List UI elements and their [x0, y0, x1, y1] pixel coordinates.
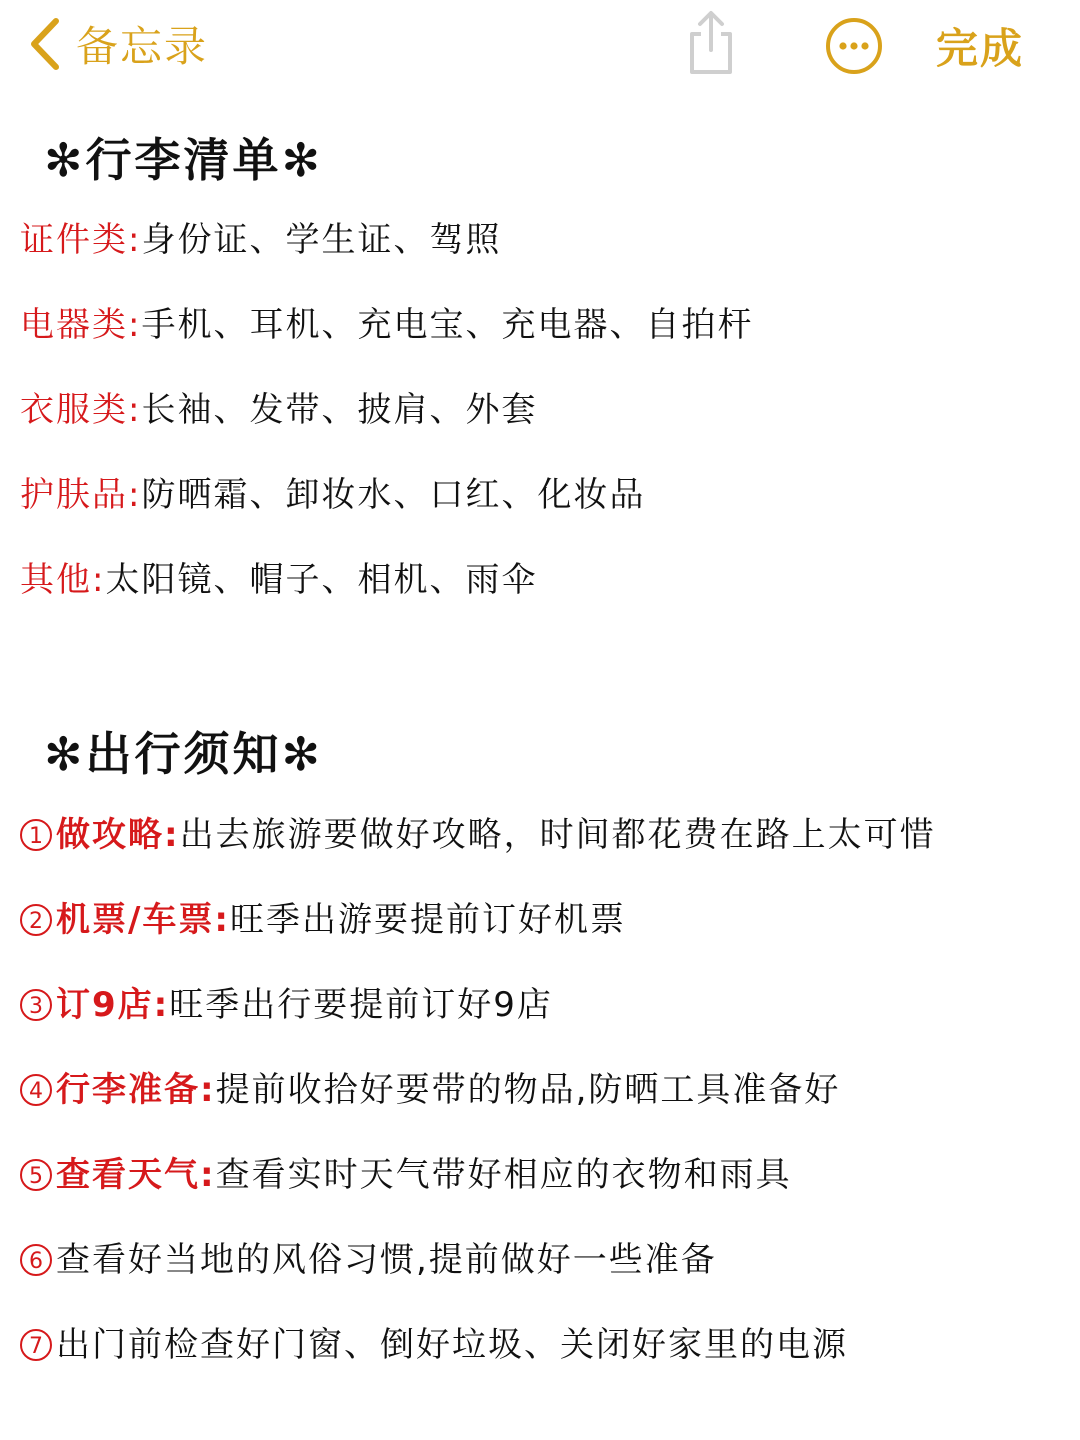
- packing-category: 护肤品:: [20, 475, 142, 515]
- packing-row: [20, 303, 753, 347]
- tip-key: 行李准备:: [56, 1070, 216, 1110]
- tip-row: [20, 813, 936, 857]
- tip-text: 出去旅游要做好攻略，时间都花费在路上太可惜: [179, 815, 936, 855]
- tip-number: 6: [20, 1244, 52, 1276]
- more-icon[interactable]: [824, 16, 884, 80]
- packing-items: 长袖、发带、披肩、外套: [141, 390, 538, 430]
- packing-items: 手机、耳机、充电宝、充电器、自拍杆: [141, 305, 754, 345]
- tip-key: 订9店:: [56, 985, 170, 1025]
- tip-key: 机票/车票:: [56, 900, 231, 940]
- back-button[interactable]: [28, 12, 208, 76]
- packing-items: 身份证、学生证、驾照: [141, 220, 502, 260]
- tip-number: 2: [20, 904, 52, 936]
- back-label: 备忘录: [76, 22, 209, 71]
- packing-list-title: ✻行李清单✻: [44, 133, 324, 187]
- tip-text: 旺季出行要提前订好9店: [169, 985, 553, 1025]
- tip-row: [20, 898, 626, 942]
- packing-items: 太阳镜、帽子、相机、雨伞: [105, 560, 538, 600]
- packing-category: 证件类:: [20, 220, 142, 260]
- tip-row: [20, 1238, 717, 1282]
- packing-row: [20, 218, 501, 262]
- tip-text: 查看好当地的风俗习惯,提前做好一些准备: [56, 1240, 717, 1280]
- packing-category: 电器类:: [20, 305, 142, 345]
- packing-row: [20, 558, 537, 602]
- tip-number: 3: [20, 989, 52, 1021]
- chevron-left-icon: [28, 17, 62, 71]
- travel-tips-title: ✻出行须知✻: [44, 727, 324, 781]
- navigation-bar: [0, 0, 1080, 92]
- tip-row: [20, 1068, 840, 1112]
- share-icon[interactable]: [684, 8, 738, 80]
- tip-text: 提前收拾好要带的物品,防晒工具准备好: [215, 1070, 841, 1110]
- packing-category: 其他:: [20, 560, 106, 600]
- tip-text: 查看实时天气带好相应的衣物和雨具: [215, 1155, 792, 1195]
- tip-row: [20, 983, 553, 1027]
- tip-text: 旺季出游要提前订好机票: [230, 900, 627, 940]
- tip-key: 查看天气:: [56, 1155, 216, 1195]
- tip-row: [20, 1323, 848, 1367]
- packing-items: 防晒霜、卸妆水、口红、化妆品: [141, 475, 646, 515]
- tip-text: 出门前检查好门窗、倒好垃圾、关闭好家里的电源: [56, 1325, 848, 1365]
- done-button[interactable]: 完成: [936, 24, 1025, 73]
- tip-number: 1: [20, 819, 52, 851]
- tip-number: 7: [20, 1329, 52, 1361]
- tip-key: 做攻略:: [56, 815, 180, 855]
- tip-number: 4: [20, 1074, 52, 1106]
- packing-category: 衣服类:: [20, 390, 142, 430]
- packing-row: [20, 388, 537, 432]
- packing-row: [20, 473, 645, 517]
- tip-number: 5: [20, 1159, 52, 1191]
- tip-row: [20, 1153, 792, 1197]
